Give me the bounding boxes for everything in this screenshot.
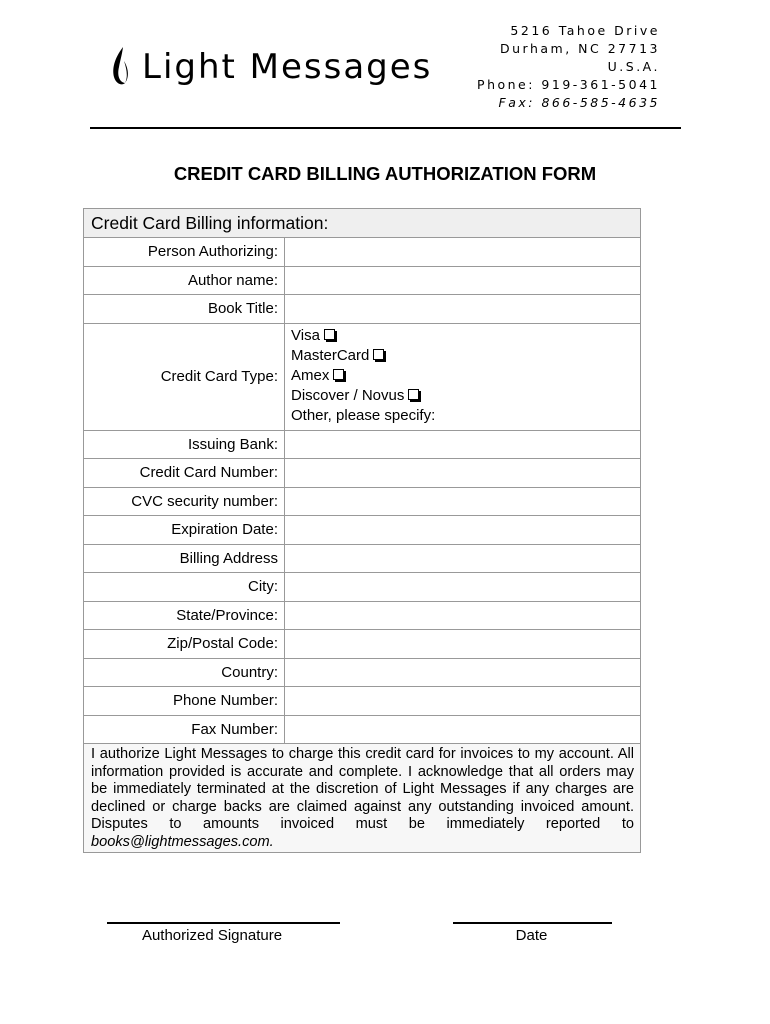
form-row <box>84 487 641 516</box>
person-authorizing-label: Person Authorizing: <box>84 238 285 267</box>
mastercard-checkbox[interactable] <box>373 349 384 360</box>
authorization-email <box>91 834 274 850</box>
state-label: State/Province: <box>84 601 285 630</box>
company-name: Light Messages <box>142 47 433 87</box>
authorization-statement <box>84 744 641 853</box>
form-row <box>84 516 641 545</box>
form-title: CREDIT CARD BILLING AUTHORIZATION FORM <box>173 163 597 184</box>
cvc-label: CVC security number: <box>84 487 285 516</box>
zip-label: Zip/Postal Code: <box>84 630 285 659</box>
phone-field[interactable] <box>285 687 641 716</box>
address-country: U.S.A. <box>607 59 660 74</box>
header-divider <box>90 127 681 129</box>
address-street: 5216 Tahoe Drive <box>510 23 660 38</box>
billing-form-table <box>83 208 641 853</box>
discover-label: Discover / Novus <box>291 386 405 404</box>
amex-checkbox[interactable] <box>333 369 344 380</box>
visa-label: Visa <box>291 326 320 344</box>
email-address: books@lightmessages.com <box>91 833 270 850</box>
form-row <box>84 715 641 744</box>
form-header-row <box>84 209 641 238</box>
billing-address-field[interactable] <box>285 544 641 573</box>
author-name-field[interactable] <box>285 266 641 295</box>
address-phone: Phone: 919-361-5041 <box>477 77 660 92</box>
form-row <box>84 601 641 630</box>
form-header: Credit Card Billing information: <box>84 209 641 238</box>
amex-label: Amex <box>291 366 330 384</box>
credit-card-type-options <box>285 323 641 430</box>
other-card-type: Other, please specify: <box>291 406 436 424</box>
company-address <box>477 22 660 112</box>
person-authorizing-field[interactable] <box>285 238 641 267</box>
visa-option[interactable] <box>291 326 634 346</box>
date-line[interactable] <box>453 922 612 924</box>
discover-option[interactable] <box>291 386 634 406</box>
mastercard-label: MasterCard <box>291 346 370 364</box>
form-row <box>84 323 641 430</box>
form-row <box>84 430 641 459</box>
address-city: Durham, NC 27713 <box>500 41 660 56</box>
signature-line[interactable] <box>107 922 340 924</box>
fax-field[interactable] <box>285 715 641 744</box>
amex-option[interactable] <box>291 366 634 386</box>
date-label: Date <box>515 927 548 944</box>
form-row <box>84 544 641 573</box>
signature-label: Authorized Signature <box>141 927 283 944</box>
form-row <box>84 238 641 267</box>
credit-card-type-label: Credit Card Type: <box>84 323 285 430</box>
form-row <box>84 266 641 295</box>
discover-checkbox[interactable] <box>408 389 419 400</box>
author-name-label: Author name: <box>84 266 285 295</box>
company-logo <box>110 45 432 89</box>
form-row <box>84 687 641 716</box>
card-number-label: Credit Card Number: <box>84 459 285 488</box>
city-label: City: <box>84 573 285 602</box>
address-fax: Fax: 866-585-4635 <box>498 95 660 110</box>
form-row <box>84 459 641 488</box>
form-row <box>84 295 641 324</box>
book-title-field[interactable] <box>285 295 641 324</box>
card-number-field[interactable] <box>285 459 641 488</box>
issuing-bank-field[interactable] <box>285 430 641 459</box>
form-row <box>84 630 641 659</box>
country-field[interactable] <box>285 658 641 687</box>
city-field[interactable] <box>285 573 641 602</box>
billing-address-label: Billing Address <box>84 544 285 573</box>
expiration-field[interactable] <box>285 516 641 545</box>
expiration-label: Expiration Date: <box>84 516 285 545</box>
authorization-row <box>84 744 641 853</box>
zip-field[interactable] <box>285 630 641 659</box>
fax-label: Fax Number: <box>84 715 285 744</box>
form-row <box>84 658 641 687</box>
cvc-field[interactable] <box>285 487 641 516</box>
authorization-text: I authorize Light Messages to charge this credit card for invoices to my account. All information provided is accurate and complete. I acknowledge that all orders may be immediately terminated at the discretion of Light Messages if any charges are declined or charge backs are claimed against any outstanding invoiced amount. Disputes to amounts invoiced must be immediately reported to <box>91 746 634 832</box>
form-row <box>84 573 641 602</box>
mastercard-option[interactable] <box>291 346 634 366</box>
flame-icon <box>110 45 132 89</box>
phone-label: Phone Number: <box>84 687 285 716</box>
country-label: Country: <box>84 658 285 687</box>
email-period: . <box>269 833 274 850</box>
book-title-label: Book Title: <box>84 295 285 324</box>
state-field[interactable] <box>285 601 641 630</box>
visa-checkbox[interactable] <box>324 329 335 340</box>
issuing-bank-label: Issuing Bank: <box>84 430 285 459</box>
